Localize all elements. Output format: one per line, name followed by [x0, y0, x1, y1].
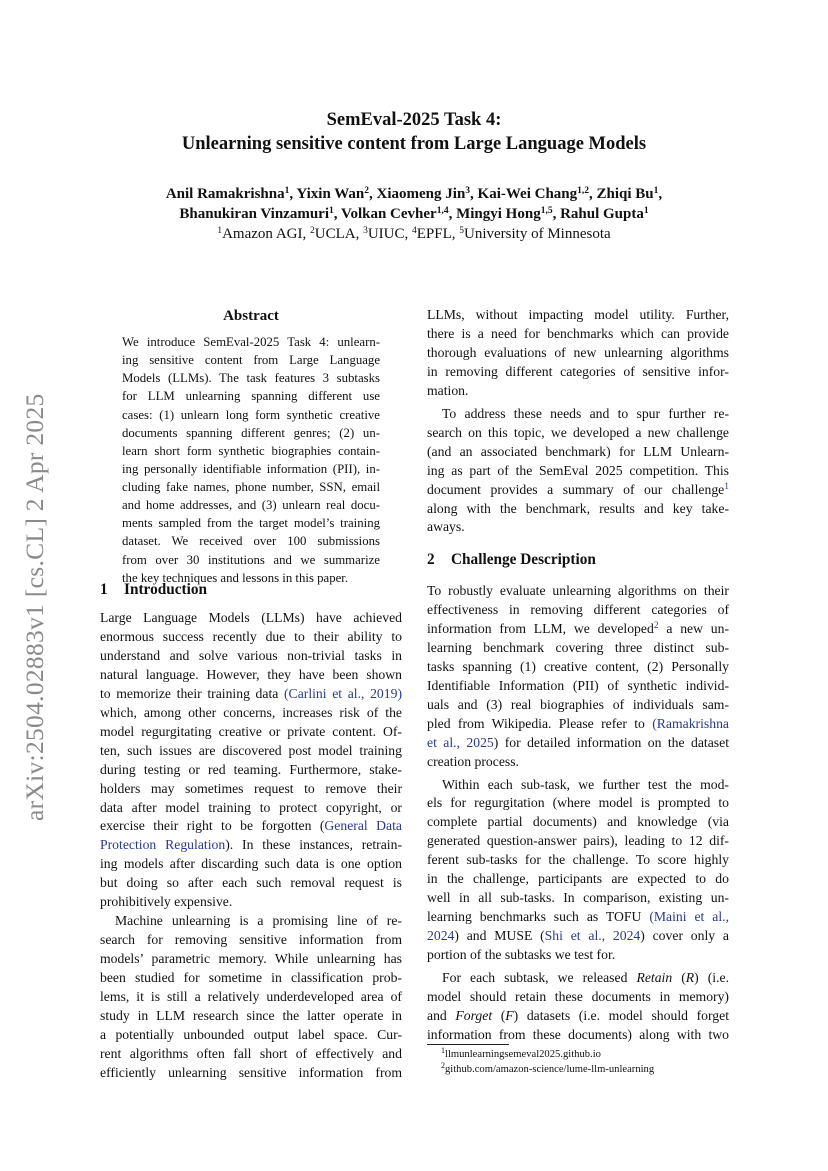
text-line [100, 874, 402, 893]
author-name: Zhiqi Bu [596, 186, 654, 202]
text-line: generated question-answer pairs), leading to 12 dif- [427, 833, 729, 849]
footnote-mark: 2 [441, 1061, 445, 1070]
text-line: model should retain these documents in memory) [427, 989, 729, 1005]
right-column-body [427, 582, 729, 1045]
author-name: Volkan Cevher [341, 206, 437, 222]
abstract-line: dataset. We received over 100 submissions [122, 534, 380, 549]
text-line: portion of the subtasks we test for. [427, 947, 616, 963]
affiliation-mark: 3 [363, 226, 368, 236]
affiliation-mark: 4 [412, 226, 417, 236]
text-run: ) cover only a [640, 928, 729, 944]
affiliation-mark: 1 [284, 186, 290, 196]
text-line [100, 647, 402, 666]
affiliations [90, 224, 738, 244]
right-column-top [427, 306, 729, 537]
author-name: Yixin Wan [296, 186, 365, 202]
text-line: Machine unlearning is a promising line of re- [115, 913, 402, 929]
text-run: data after model training to protect copyright, or [100, 799, 402, 815]
affiliation-mark: 3 [465, 186, 471, 196]
author-separator: , [470, 186, 478, 202]
affiliation-mark: 1 [217, 226, 223, 236]
text-line: To robustly evaluate unlearning algorithms on their [427, 583, 729, 598]
author-name: Rahul Gupta [560, 206, 644, 222]
math-symbol: F [505, 1007, 514, 1023]
footnote-marker: 2 [653, 620, 659, 631]
author-line-1 [90, 184, 738, 204]
text-run: model regurgitating creative or private content. Of- [100, 723, 402, 739]
text-run: ing models after discarding such data is one option [100, 856, 402, 872]
text-run: Large Language Models (LLMs) have achieved [100, 610, 402, 625]
footnote-marker: 1 [724, 481, 729, 492]
abstract-line: for LLM unlearning spanning different use [122, 389, 380, 404]
section-2-heading [427, 550, 596, 570]
text-line: Within each sub-task, we further test the mod- [442, 776, 729, 792]
affiliation-name: EPFL, [416, 226, 460, 242]
abstract-line: ing sensitive content from Large Language [122, 353, 380, 368]
paper-title [100, 108, 728, 156]
affiliation-name: Amazon AGI, [222, 226, 310, 242]
author-name: Bhanukiran Vinzamuri [179, 206, 330, 222]
math-symbol: R [685, 970, 695, 986]
footnote-2 [441, 1063, 654, 1077]
text-run: holders may sometimes request to remove their [100, 780, 402, 796]
text-line: study in LLM research since the latter operate in [100, 1008, 402, 1024]
text-line [427, 908, 729, 927]
section-1-heading [100, 580, 207, 600]
text-line [427, 405, 729, 424]
text-line [427, 1007, 729, 1026]
affiliation-mark: 2 [364, 186, 370, 196]
text-run: information from LLM, we developed [427, 620, 654, 636]
text-line: creation process. [427, 753, 519, 769]
text-line: search for removing sensitive information from [100, 932, 402, 948]
affiliation-name: University of Minnesota [464, 226, 611, 242]
abstract-line: documents spanning different genres; (2) un- [122, 425, 380, 440]
affiliation-mark: 2 [309, 226, 315, 236]
footnote-rule [427, 1044, 509, 1045]
left-column-body [100, 609, 402, 1083]
italic-term: Forget [455, 1007, 493, 1023]
text-line [100, 780, 402, 799]
citation-link: (Ramakrishna [652, 715, 729, 731]
text-line: els for regurgitation (where model is prompted to [427, 795, 729, 811]
section-title: Introduction [124, 581, 208, 598]
text-line: a potentially unbounded output label space. Cur- [100, 1026, 402, 1042]
text-line [100, 666, 402, 685]
text-run: (and an associated benchmark) for LLM Unlearn- [427, 443, 729, 459]
author-name: Xiaomeng Jin [376, 186, 466, 202]
text-line: Identifiable Information (PII) of synthetic individ- [427, 677, 729, 693]
text-run: during testing or red teaming. Furthermore, stake- [100, 761, 402, 777]
text-run: ( [492, 1007, 506, 1023]
text-line: effectiveness in removing different categories of [427, 601, 729, 617]
footnote-1 [441, 1048, 601, 1062]
text-run: aways. [427, 519, 465, 535]
text-line [100, 817, 402, 836]
text-line: well in all sub-tasks. In comparison, existing un- [427, 890, 729, 906]
text-line [100, 723, 402, 742]
text-line: in the challenge, participants are expected to do [427, 871, 729, 887]
citation-link: et al., 2025 [427, 734, 494, 750]
text-line [100, 799, 402, 818]
affiliation-mark: 1,5 [540, 206, 553, 216]
text-run: and [427, 1007, 456, 1023]
text-line [100, 628, 402, 647]
author-line-2 [90, 204, 738, 224]
text-line: in removing different categories of sensitive infor- [427, 363, 729, 379]
text-line [427, 500, 729, 519]
section-number: 1 [100, 581, 108, 598]
arxiv-identifier: arXiv:2504.02883v1 [cs.CL] 2 Apr 2025 [20, 393, 49, 821]
citation-link: (Maini et al., [649, 909, 730, 925]
citation-link: Protection Regulation [100, 837, 226, 853]
affiliation-name: UCLA, [314, 226, 364, 242]
text-line: tasks spanning (1) creative content, (2) Personally [427, 658, 729, 674]
citation-link: (Carlini et al., 2019) [284, 685, 403, 701]
section-title: Challenge Description [451, 551, 596, 568]
text-line: information from these documents) along with two [427, 1026, 729, 1042]
abstract-line: from over 30 institutions and we summarize [122, 552, 380, 567]
citation-link: 2024 [427, 928, 455, 944]
text-line [100, 609, 402, 628]
abstract-line: ments sampled from the target model’s training [122, 516, 380, 531]
text-line: been studied for sometime in classification prob- [100, 970, 402, 986]
text-line [100, 704, 402, 723]
text-line [427, 481, 729, 500]
abstract-heading: Abstract [223, 308, 279, 324]
affiliation-mark: 1,2 [577, 186, 590, 196]
text-line: there is a need for benchmarks which can provide [427, 325, 729, 341]
text-line [100, 761, 402, 780]
text-run: search on this topic, we developed a new challenge [427, 424, 729, 440]
text-line [427, 518, 729, 537]
affiliation-mark: 5 [459, 226, 465, 236]
text-line [100, 685, 402, 704]
citation-link: General Data [324, 818, 402, 834]
text-run: document provides a summary of our challenge [427, 481, 725, 497]
text-line [427, 715, 729, 734]
text-run: natural language. However, they have been shown [100, 666, 402, 682]
text-run: understand and solve various non-trivial tasks in [100, 647, 402, 663]
affiliation-mark: 1 [329, 206, 334, 216]
affiliation-mark: 1,4 [436, 206, 449, 216]
text-run: exercise their right to be forgotten ( [100, 818, 325, 834]
text-line: learning benchmark covering three distinct sub- [427, 639, 729, 655]
text-line [427, 927, 729, 946]
abstract-line: the key techniques and lessons in this paper. [122, 570, 349, 585]
abstract-line: We introduce SemEval-2025 Task 4: unlearn- [122, 335, 380, 349]
footnote-text: llmunlearningsemeval2025.github.io [445, 1049, 601, 1060]
author-separator: , [333, 206, 341, 222]
affiliation-mark: 1 [653, 186, 659, 196]
abstract-line: cases: (1) unlearn long form synthetic creative [122, 407, 380, 422]
text-line: LLMs, without impacting model utility. Further, [427, 307, 729, 322]
text-run: but doing so after each such removal request is [100, 875, 402, 891]
text-line [427, 443, 729, 462]
text-line: rent algorithms often fall short of effectively and [100, 1045, 402, 1061]
text-run: ( [672, 970, 686, 986]
title-line-1: SemEval-2025 Task 4: [326, 110, 502, 130]
author-name: Mingyi Hong [456, 206, 541, 222]
text-line: efficiently unlearning sensitive information from [100, 1064, 402, 1080]
text-run: a new un- [658, 620, 730, 636]
author-separator: , [448, 206, 457, 222]
author-name: Kai-Wei Chang [477, 186, 578, 202]
text-line: models’ parametric memory. While unlearning has [100, 951, 402, 967]
abstract-line: and home addresses, and (3) unlearn real docu- [122, 498, 380, 513]
text-line: lems, it is still a relatively underdeveloped area of [100, 989, 402, 1005]
text-line [100, 893, 402, 912]
author-separator: , [552, 206, 561, 222]
text-line: thorough evaluations of new unlearning algorithms [427, 344, 729, 360]
text-run: pled from Wikipedia. Please refer to [427, 715, 653, 731]
text-line: complete partial documents) and knowledge (via [427, 814, 729, 830]
author-separator: , [658, 186, 663, 202]
abstract-line: ing personally identifiable information (PII), in- [122, 461, 380, 476]
citation-link: Shi et al., 2024 [544, 928, 641, 944]
section-number: 2 [427, 551, 435, 568]
footnote-text: github.com/amazon-science/lume-llm-unlearning [445, 1064, 655, 1075]
author-name: Anil Ramakrishna [165, 186, 285, 202]
affiliation-mark: 1 [643, 206, 649, 216]
text-line [100, 836, 402, 855]
author-separator: , [369, 186, 377, 202]
text-run: For each subtask, we released [442, 970, 637, 986]
italic-term: Retain [636, 970, 673, 986]
author-block [90, 184, 738, 244]
text-line [100, 742, 402, 761]
text-run: which, among other concerns, increases risk of the [100, 704, 402, 720]
text-run: to memorize their training data [100, 685, 284, 701]
text-run: To address these needs and to spur further re- [442, 405, 729, 421]
text-run: ten, such issues are discovered post model training [100, 742, 402, 758]
footnote-mark: 1 [441, 1046, 445, 1055]
abstract-line: cluding fake names, phone number, SSN, email [122, 480, 380, 494]
affiliation-name: UIUC, [367, 226, 412, 242]
abstract-line: learn short form synthetic biographies contain- [122, 443, 380, 458]
text-run: ). In these instances, retrain- [225, 837, 402, 853]
author-separator: , [289, 186, 297, 202]
author-separator: , [589, 186, 597, 202]
text-line [427, 734, 729, 753]
text-run: ing as part of the SemEval 2025 competition. This [427, 462, 729, 478]
abstract-line: Models (LLMs). The task features 3 subtasks [122, 371, 380, 386]
text-run: ) for detailed information on the dataset [493, 734, 729, 750]
text-line [100, 855, 402, 874]
abstract-body [122, 333, 380, 587]
text-line [427, 424, 729, 443]
text-line [427, 969, 729, 988]
text-run: ) (i.e. [694, 970, 729, 986]
text-run: enormous success recently due to their ability to [100, 628, 402, 644]
text-line: mation. [427, 382, 469, 398]
title-line-2: Unlearning sensitive content from Large Language Models [181, 134, 647, 154]
text-run: along with the benchmark, results and key take- [427, 500, 729, 516]
text-line [427, 620, 729, 639]
text-run: ) datasets (i.e. model should forget [513, 1007, 730, 1023]
text-run: learning benchmarks such as TOFU [427, 909, 650, 925]
text-line: uals and (3) real biographies of individuals sam- [427, 696, 729, 712]
text-line: ferent sub-tasks for the challenge. To score highly [427, 852, 729, 868]
text-run: prohibitively expensive. [100, 894, 233, 910]
text-run: ) and MUSE ( [454, 928, 545, 944]
text-line [427, 462, 729, 481]
